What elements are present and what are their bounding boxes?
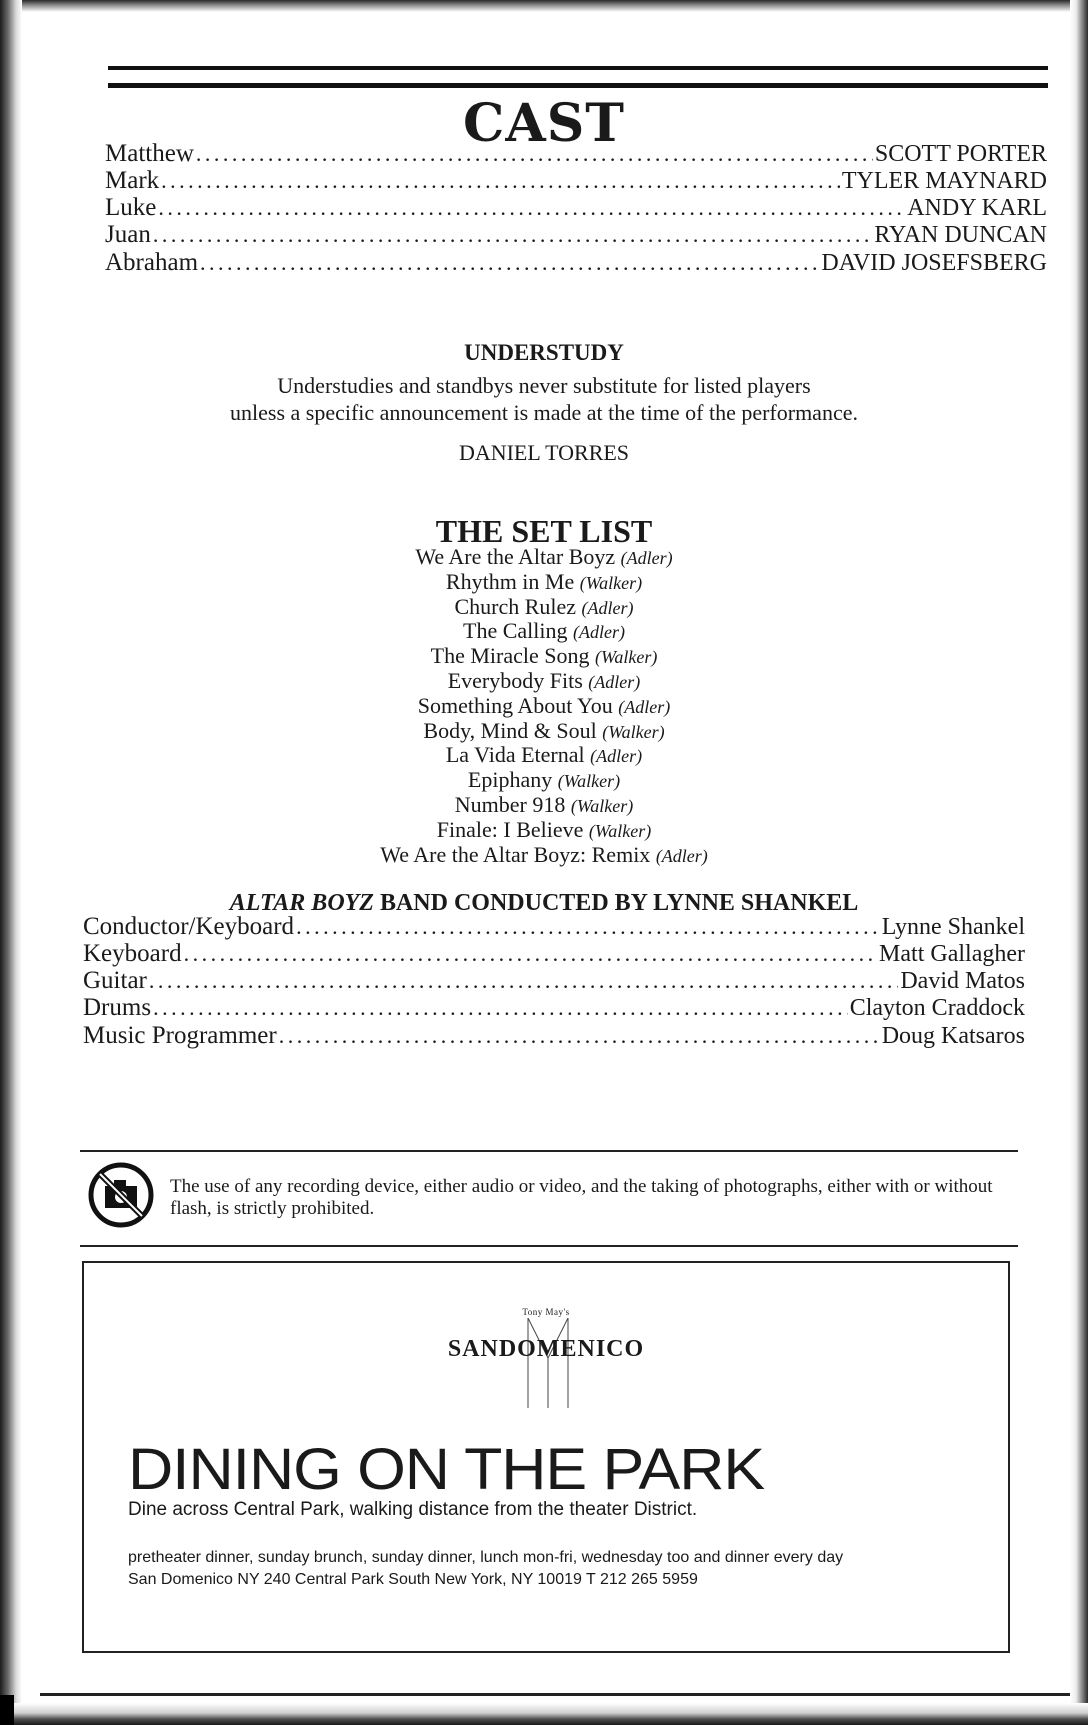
leader-dots	[184, 941, 877, 967]
header-rule-top	[108, 66, 1048, 70]
song-composer: (Walker)	[557, 771, 621, 792]
song-item	[0, 719, 1088, 744]
band-row	[83, 994, 1025, 1022]
song-title: Rhythm in Me	[445, 568, 575, 594]
song-composer: (Walker)	[588, 820, 652, 841]
band-member: Matt Gallagher	[879, 941, 1025, 967]
leader-dots	[296, 914, 880, 940]
song-title: Finale: I Believe	[436, 816, 584, 842]
song-title: The Calling	[463, 618, 568, 644]
cast-actor: ANDY KARL	[907, 195, 1047, 221]
song-item	[0, 545, 1088, 570]
cast-actor: TYLER MAYNARD	[841, 168, 1047, 194]
band-member: Lynne Shankel	[881, 914, 1025, 940]
ad-address: San Domenico NY 240 Central Park South New York, NY 10019 T 212 265 5959	[128, 1571, 698, 1588]
song-item	[0, 669, 1088, 694]
cast-title: CAST	[463, 93, 625, 154]
song-item	[0, 793, 1088, 818]
song-title: La Vida Eternal	[445, 742, 585, 768]
song-item	[0, 570, 1088, 595]
band-heading-rest: BAND CONDUCTED BY LYNNE SHANKEL	[379, 890, 859, 916]
song-composer: (Walker)	[579, 572, 643, 593]
ad-logo-mark	[518, 1318, 578, 1408]
understudy-note-line1: Understudies and standbys never substitute for listed players	[277, 373, 811, 398]
song-item	[0, 768, 1088, 793]
band-row	[83, 940, 1025, 968]
band-row	[83, 1022, 1025, 1050]
band-role: Music Programmer	[83, 1022, 277, 1049]
song-item	[0, 595, 1088, 620]
song-item	[0, 843, 1088, 868]
band-role: Keyboard	[83, 940, 182, 967]
setlist-title: THE SET LIST	[435, 513, 653, 549]
divider	[80, 1245, 1018, 1247]
band-row	[83, 967, 1025, 995]
cast-row	[105, 249, 1047, 277]
song-item	[0, 818, 1088, 843]
song-composer: (Adler)	[618, 696, 671, 717]
cast-row	[105, 194, 1047, 222]
song-composer: (Adler)	[588, 671, 641, 692]
song-item	[0, 743, 1088, 768]
leader-dots	[158, 195, 905, 221]
song-composer: (Adler)	[655, 845, 708, 866]
cast-role: Abraham	[105, 249, 199, 276]
cast-role: Matthew	[105, 140, 194, 167]
cast-row	[105, 167, 1047, 195]
leader-dots	[149, 968, 898, 994]
cast-role: Juan	[105, 221, 151, 248]
band-role: Guitar	[83, 967, 147, 994]
song-item	[0, 694, 1088, 719]
no-camera-icon	[88, 1162, 154, 1228]
leader-dots	[153, 222, 872, 248]
song-composer: (Walker)	[570, 795, 634, 816]
song-composer: (Walker)	[595, 647, 658, 668]
recording-prohibited-notice: The use of any recording device, either audio or video, and the taking of photographs, either with or without flash, is strictly prohibited.	[170, 1176, 993, 1219]
song-composer: (Adler)	[573, 622, 625, 643]
song-title: Body, Mind & Soul	[423, 717, 597, 743]
leader-dots	[279, 1023, 880, 1049]
scan-corner	[0, 1695, 14, 1725]
leader-dots	[200, 250, 819, 276]
band-role: Drums	[83, 994, 152, 1021]
leader-dots	[196, 141, 873, 167]
song-item	[0, 644, 1088, 669]
bottom-rule	[40, 1693, 1070, 1696]
song-title: We Are the Altar Boyz: Remix	[380, 841, 651, 867]
band-role: Conductor/Keyboard	[83, 913, 295, 940]
understudy-heading: UNDERSTUDY	[464, 340, 624, 365]
understudy-note-line2: unless a specific announcement is made at the time of the performance.	[230, 400, 858, 425]
advertisement	[82, 1261, 1010, 1653]
song-title: The Miracle Song	[430, 643, 590, 669]
band-member: David Matos	[900, 968, 1025, 994]
band-member: Clayton Craddock	[849, 995, 1025, 1021]
song-item	[0, 619, 1088, 644]
cast-role: Mark	[105, 167, 160, 194]
cast-role: Luke	[105, 194, 157, 221]
ad-services: pretheater dinner, sunday brunch, sunday dinner, lunch mon-fri, wednesday too and dinner every day	[128, 1549, 844, 1566]
ad-headline: DINING ON THE PARK	[128, 1437, 765, 1502]
song-composer: (Walker)	[602, 721, 665, 742]
song-title: Epiphany	[467, 767, 553, 793]
leader-dots	[161, 168, 840, 194]
leader-dots	[153, 995, 848, 1021]
cast-row	[105, 221, 1047, 249]
scan-edge-bottom	[0, 1703, 1088, 1725]
cast-actor: DAVID JOSEFSBERG	[821, 250, 1047, 276]
ad-logo: SANDOMENICO	[447, 1336, 645, 1362]
song-title: Number 918	[454, 791, 566, 817]
ad-logo-tagline: Tony May's	[522, 1307, 570, 1317]
band-member: Doug Katsaros	[881, 1023, 1025, 1049]
divider	[80, 1150, 1018, 1152]
song-title: Church Rulez	[454, 593, 577, 619]
song-title: Something About You	[417, 692, 613, 718]
cast-row	[105, 140, 1047, 168]
ad-subheadline: Dine across Central Park, walking distance from the theater District.	[128, 1499, 698, 1520]
song-composer: (Adler)	[590, 746, 643, 767]
song-composer: (Adler)	[620, 548, 673, 568]
scan-edge-top	[0, 0, 1088, 12]
header-rule-bottom	[108, 83, 1048, 88]
understudy-name: DANIEL TORRES	[458, 440, 630, 465]
song-composer: (Adler)	[581, 597, 634, 618]
setlist	[0, 545, 1088, 867]
song-title: Everybody Fits	[447, 667, 583, 693]
song-title: We Are the Altar Boyz	[415, 544, 616, 569]
band-row	[83, 913, 1025, 941]
cast-actor: RYAN DUNCAN	[874, 222, 1047, 248]
band-heading-show: ALTAR BOYZ	[229, 890, 374, 916]
cast-actor: SCOTT PORTER	[874, 141, 1047, 167]
